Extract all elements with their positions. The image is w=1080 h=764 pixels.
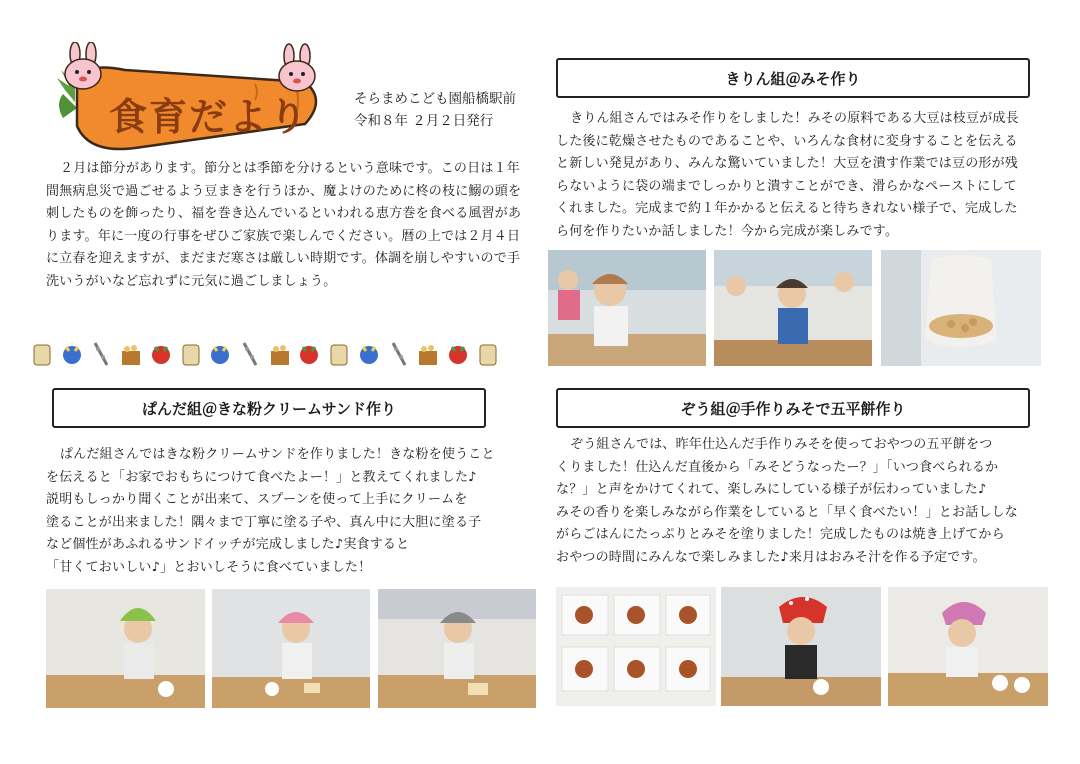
intro-text: ２月は節分があります。節分とは季節を分けるという意味です。この日は１年間無病息災で過ごせるよう豆まきを行うほか、魔よけのために柊の枝に鰯の頭を刺したものを飾ったり、福を巻き込んでいるといわれる恵方巻を食べる風習があります。年に一度の行事をぜひご家族で楽しんでください。暦の上では２月４日に立春を迎えますが、まだまだ寒さは厳しい時期です。体調を崩しやすいので手洗いうがいなど忘れずに元気に過ごしましょう。: [46, 161, 522, 289]
kirin-section-heading: きりん組＠みそ作り: [556, 58, 1030, 98]
intro-paragraph: [46, 158, 532, 294]
issue-date: 令和８年 ２月２日発行: [354, 113, 494, 129]
zou-line-1: ぞう組さんでは、昨年仕込んだ手作りみそを使っておやつの五平餅をつ: [570, 437, 993, 452]
setsubun-divider-icon: [89, 339, 113, 369]
kirin-photo-1: [548, 250, 706, 366]
setsubun-divider-icon: [119, 339, 143, 369]
kirin-text: きりん組さんではみそ作りをしました！みその原料である大豆は枝豆が成長した後に乾燥させたものであることや、いろんな食材に変身することを伝えると新しい発見があり、みんな驚いていました！大豆を潰す作業では豆の形が残らないように袋の端までしっかりと潰すことができ、滑らかなペーストにしてくれました。完成まで約１年かかると伝えると待ちきれない様子で、完成したら何を作りたいか話しました！今から完成が楽しみです。: [556, 111, 1019, 239]
panda-photo-2: [212, 589, 370, 708]
panda-photo-1: [46, 589, 205, 708]
panda-line-1: ぱんだ組さんではきな粉クリームサンドを作りました！きな粉を使うこと: [60, 447, 495, 462]
panda-line-4: 塗ることが出来ました！隅々まで丁寧に塗る子や、真ん中に大胆に塗る子: [46, 514, 482, 530]
panda-line-3: 説明もしっかり聞くことが出来て、スプーンを使って上手にクリームを: [46, 492, 468, 508]
carrot-logo: [55, 42, 335, 154]
panda-line-5: など個性があふれるサンドイッチが完成しました♪実食すると: [46, 537, 410, 553]
setsubun-divider: [30, 337, 500, 371]
zou-line-5: がらごはんにたっぷりとみそを塗りました！完成したものは焼き上げてから: [556, 527, 1005, 543]
panda-line-2: を伝えると「お家でおもちにつけて食べたよー！」と教えてくれました♪: [46, 469, 477, 485]
zou-section-text: [556, 434, 1046, 570]
setsubun-divider-icon: [30, 339, 54, 369]
zou-section-heading: ぞう組＠手作りみそで五平餅作り: [556, 388, 1030, 428]
setsubun-divider-icon: [476, 339, 500, 369]
zou-line-4: みその香りを楽しみながら作業をしていると「早く食べたい！」とお話ししな: [556, 504, 1019, 520]
setsubun-divider-icon: [208, 339, 232, 369]
zou-line-3: な？」と声をかけてくれて、楽しみにしている様子が伝わっていました♪: [556, 482, 987, 498]
kirin-photo-3: [881, 250, 1041, 366]
zou-line-6: おやつの時間にみんなで楽しみました♪来月はおみそ汁を作る予定です。: [556, 549, 986, 565]
zou-photo-2: [721, 587, 881, 706]
panda-section-heading: ぱんだ組＠きな粉クリームサンド作り: [52, 388, 486, 428]
kirin-section-text: [556, 108, 1030, 244]
zou-photo-1: [556, 587, 716, 706]
setsubun-divider-icon: [60, 339, 84, 369]
zou-line-2: くりました！仕込んだ直後から「みそどうなったー？」「いつ食べられるか: [556, 459, 999, 475]
panda-photo-3: [378, 589, 536, 708]
setsubun-divider-icon: [357, 339, 381, 369]
panda-section-text: [46, 444, 536, 580]
kirin-photo-2: [714, 250, 872, 366]
school-info: [354, 88, 516, 132]
setsubun-divider-icon: [297, 339, 321, 369]
zou-photo-3: [888, 587, 1048, 706]
setsubun-divider-icon: [238, 339, 262, 369]
setsubun-divider-icon: [327, 339, 351, 369]
setsubun-divider-icon: [416, 339, 440, 369]
setsubun-divider-icon: [149, 339, 173, 369]
setsubun-divider-icon: [268, 339, 292, 369]
panda-line-6: 「甘くておいしい♪」とおいしそうに食べていました！: [46, 559, 372, 575]
setsubun-divider-icon: [179, 339, 203, 369]
school-name: そらまめこども園船橋駅前: [354, 91, 516, 107]
newsletter-title: 食育だより: [109, 95, 310, 139]
setsubun-divider-icon: [446, 339, 470, 369]
setsubun-divider-icon: [387, 339, 411, 369]
